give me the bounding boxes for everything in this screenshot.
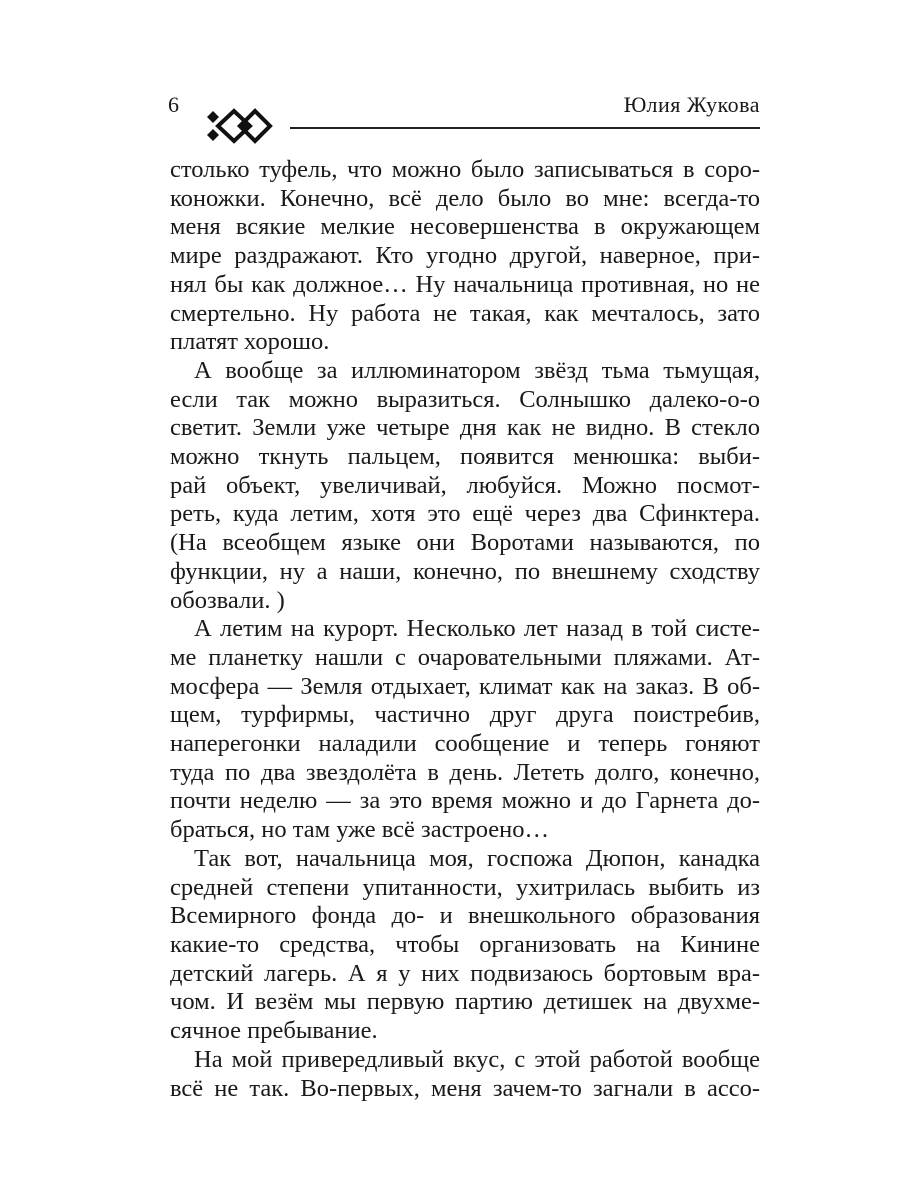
- text-line: если так можно выразиться. Солнышко далеко-о-о: [170, 385, 760, 413]
- header-rule: [290, 127, 760, 129]
- body-text: [170, 156, 760, 1103]
- text-line: А летим на курорт. Несколько лет назад в той систе-: [194, 615, 760, 643]
- text-line: На мой привередливый вкус, с этой работой вообще: [194, 1045, 760, 1073]
- text-line: рай объект, увеличивай, любуйся. Можно посмот-: [170, 471, 760, 499]
- running-header-author: Юлия Жукова: [623, 92, 760, 117]
- text-line: можно ткнуть пальцем, появится менюшка: выби-: [170, 443, 760, 471]
- text-line: меня всякие мелкие несовершенства в окружающем: [170, 213, 760, 241]
- text-line: щем, турфирмы, частично друг друга поистребив,: [170, 701, 760, 729]
- text-line: реть, куда летим, хотя это ещё через два Сфинктера.: [170, 500, 760, 528]
- text-line: чом. И везём мы первую партию детишек на двухме-: [170, 988, 760, 1016]
- text-line: ме планетку нашли с очаровательными пляжами. Ат-: [170, 643, 760, 671]
- text-line: туда по два звездолёта в день. Лететь долго, конечно,: [170, 758, 760, 786]
- text-line: какие-то средства, чтобы организовать на Кинине: [170, 930, 760, 958]
- text-line: средней степени упитанности, ухитрилась выбить из: [170, 873, 760, 901]
- text-line: мосфера — Земля отдыхает, климат как на заказ. В об-: [170, 672, 760, 700]
- text-line: почти неделю — за это время можно и до Гарнета до-: [170, 787, 760, 815]
- text-line: мире раздражают. Кто угодно другой, наверное, при-: [170, 242, 760, 270]
- text-line: всё не так. Во-первых, меня зачем-то загнали в ассо-: [170, 1074, 760, 1102]
- text-line: смертельно. Ну работа не такая, как мечталось, зато: [170, 299, 760, 327]
- text-line: коножки. Конечно, всё дело было во мне: всегда-то: [170, 184, 760, 212]
- text-line: браться, но там уже всё застроено…: [170, 816, 550, 844]
- text-line: (На всеобщем языке они Воротами называются, по: [170, 529, 760, 557]
- text-line: А вообще за иллюминатором звёзд тьма тьмущая,: [194, 356, 760, 384]
- page-number: 6: [168, 92, 179, 117]
- diamond-ornament-icon: [203, 108, 285, 144]
- text-line: Всемирного фонда до- и внешкольного образования: [170, 902, 760, 930]
- text-line: наперегонки наладили сообщение и теперь гоняют: [170, 730, 760, 758]
- text-line: обозвали. ): [170, 586, 285, 614]
- text-line: нял бы как должное… Ну начальница противная, но не: [170, 270, 760, 298]
- text-line: детский лагерь. А я у них подвизаюсь бортовым вра-: [170, 959, 760, 987]
- text-line: сячное пребывание.: [170, 1017, 378, 1045]
- text-line: функции, ну а наши, конечно, по внешнему сходству: [170, 557, 760, 585]
- text-line: Так вот, начальница моя, госпожа Дюпон, канадка: [194, 844, 760, 872]
- text-line: столько туфель, что можно было записываться в соро-: [170, 156, 760, 183]
- text-line: платят хорошо.: [170, 328, 330, 356]
- text-line: светит. Земли уже четыре дня как не видно. В стекло: [170, 414, 760, 442]
